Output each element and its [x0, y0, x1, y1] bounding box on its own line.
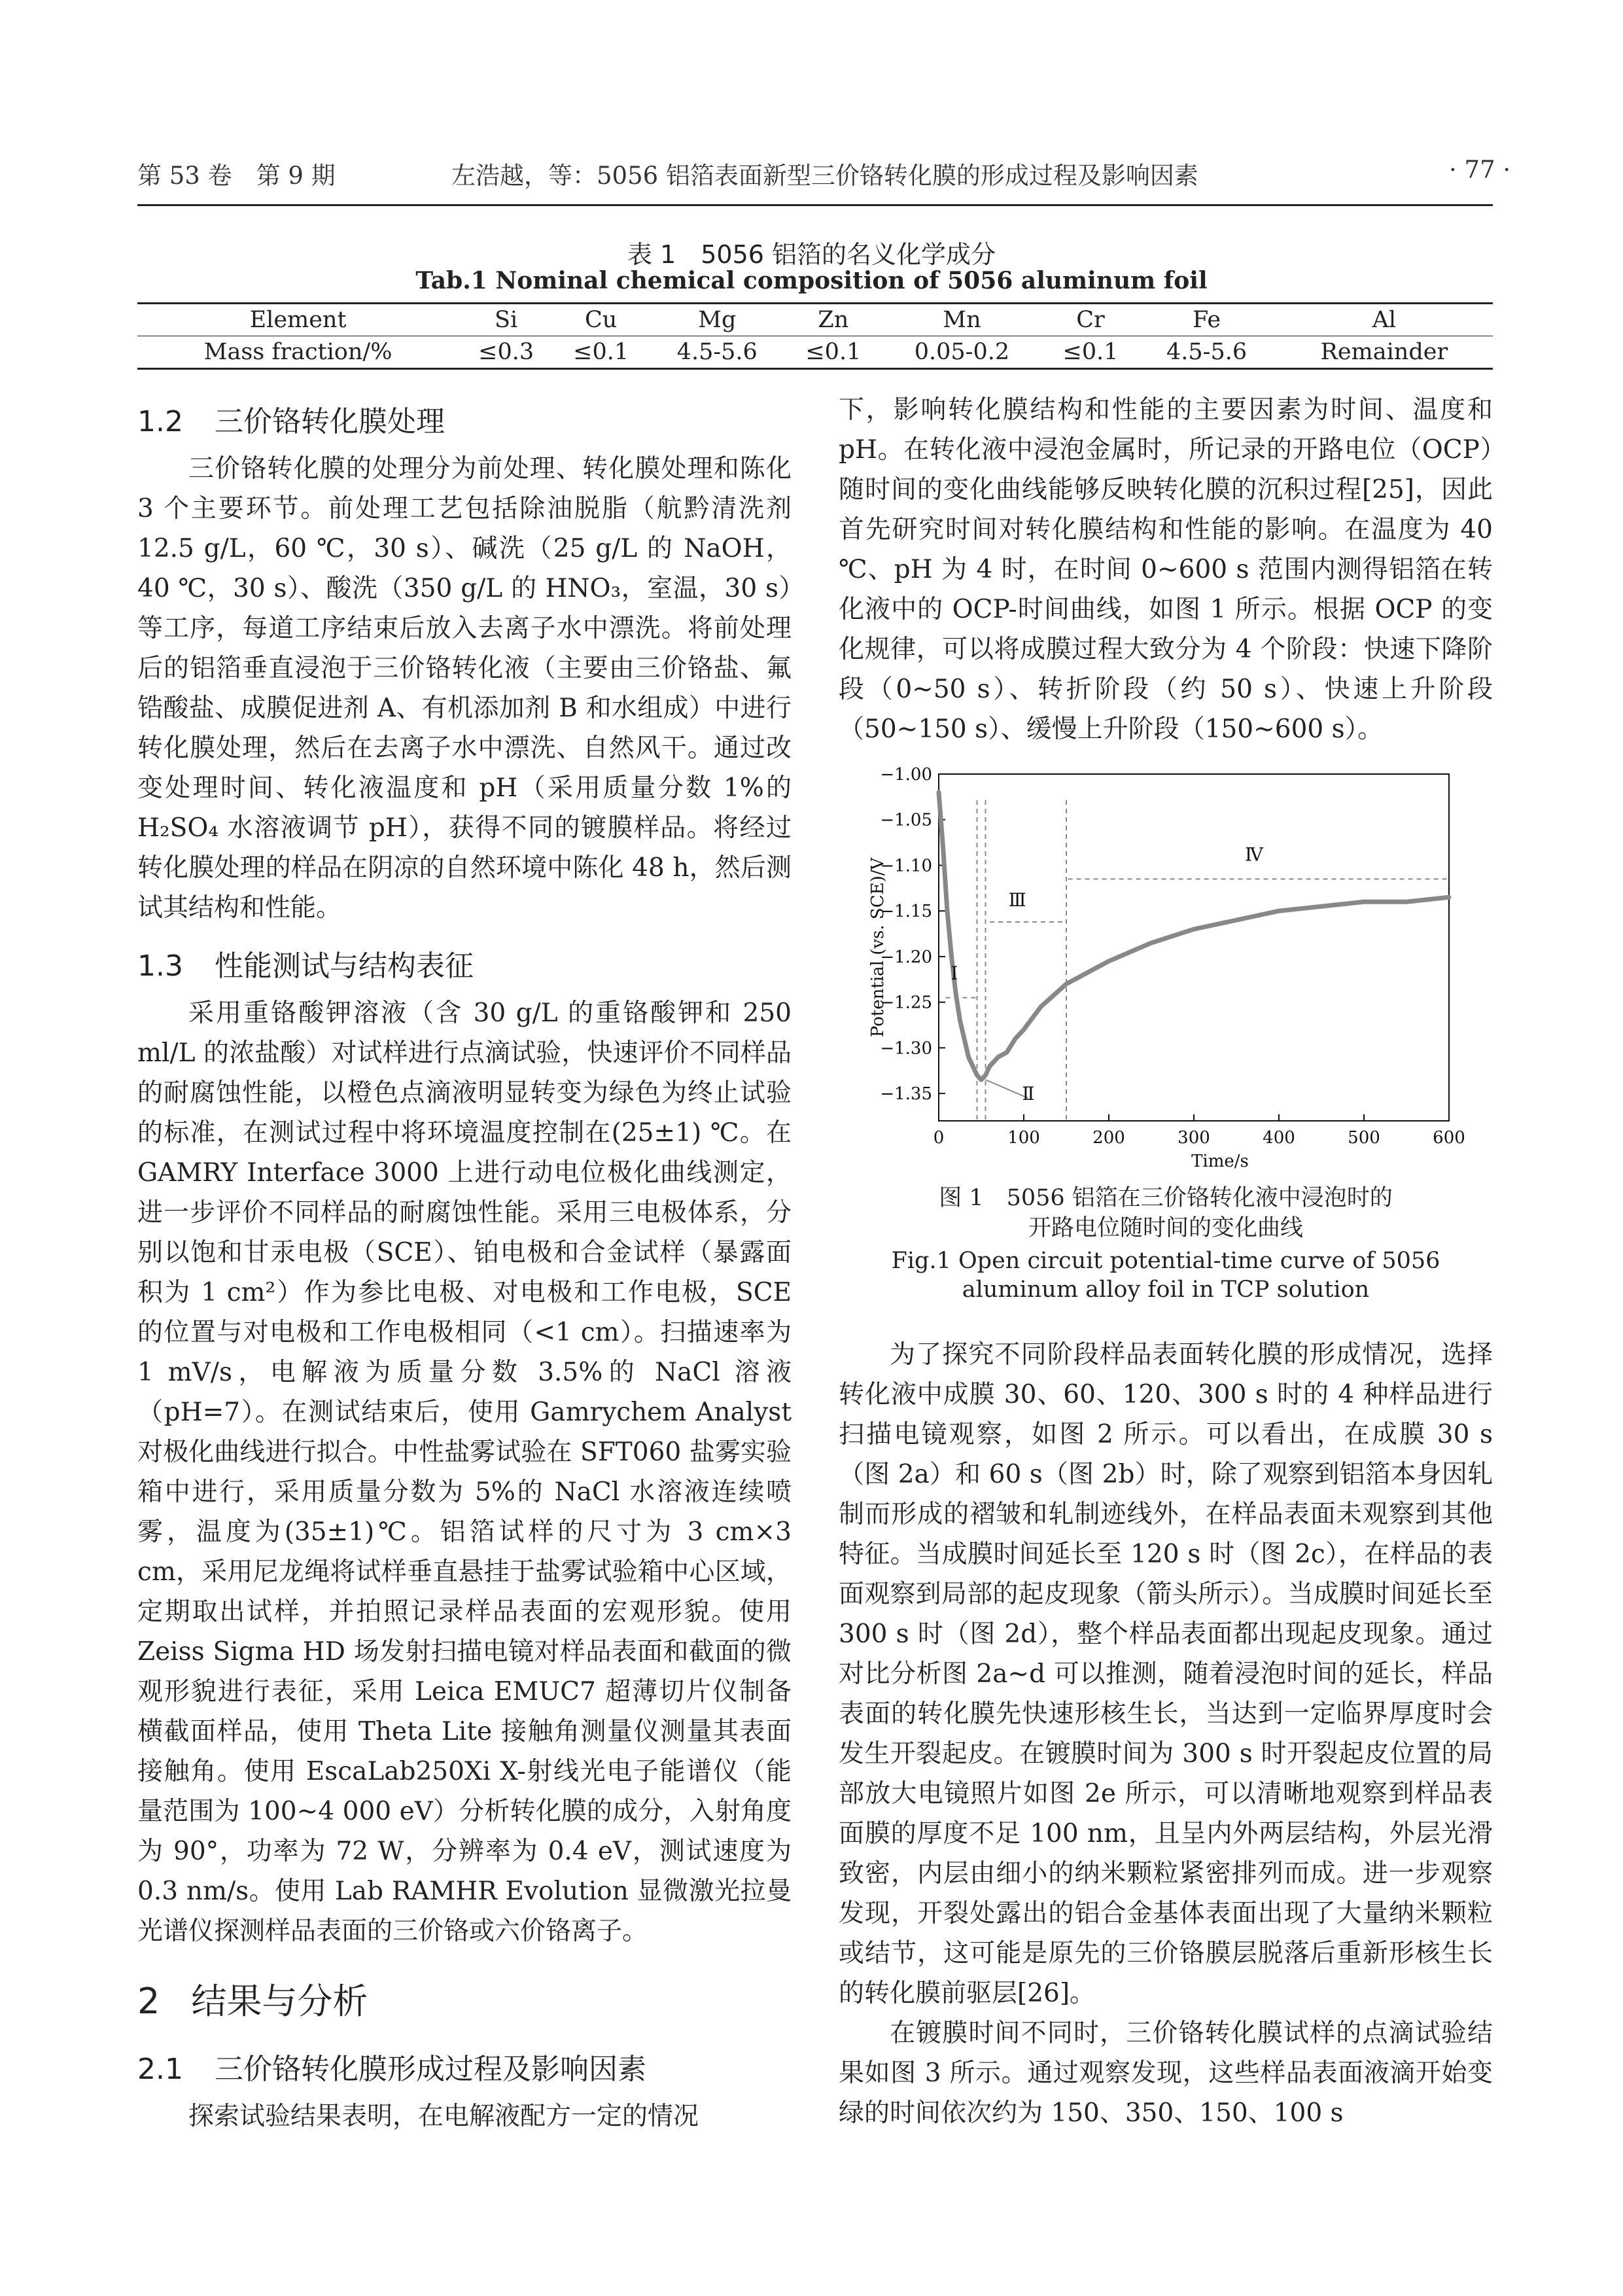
table-header-row: [137, 304, 1493, 336]
x-tick-label: 300: [1178, 1128, 1210, 1148]
section-heading-2-1: [137, 2045, 792, 2096]
journal-issue: 第 53 卷 第 9 期: [137, 162, 336, 190]
y-tick-label: −1.30: [880, 1038, 932, 1059]
paragraph: 下，影响转化膜结构和性能的主要因素为时间、温度和 pH。在转化液中浸泡金属时，所记录的开路电位（OCP）随时间的变化曲线能够反映转化膜的沉积过程[25]，因此首先研究时间对转化膜结构和性能的影响。在温度为 40 ℃、pH 为 4 时，在时间 0~600 s 范围内测得铝箔在转化液中的 OCP-时间曲线，如图 1 所示。根据 OCP 的变化规律，可以将成膜过程大致分为 4 个阶段：快速下降阶段（0~50 s）、转折阶段（约 50 s）、快速上升阶段（50~150 s）、缓慢上升阶段（150~600 s）。: [839, 395, 1493, 744]
table-cell: 0.05-0.2: [881, 336, 1043, 369]
ocp-series-line: [939, 792, 1449, 1080]
table-header-cell: Cr: [1043, 304, 1138, 336]
paragraph: 三价铬转化膜的处理分为前处理、转化膜处理和陈化 3 个主要环节。前处理工艺包括除油脱脂（航黔清洗剂 12.5 g/L，60 ℃，30 s）、碱洗（25 g/L 的 NaOH，40 ℃，30 s）、酸洗（350 g/L 的 HNO₃，室温，30 s）等工序，每道工序结束后放入去离子水中漂洗。将前处理后的铝箔垂直浸泡于三价铬转化液（主要由三价铬盐、氟锆酸盐、成膜促进剂 A、有机添加剂 B 和水组成）中进行转化膜处理，然后在去离子水中漂洗、自然风干。通过改变处理时间、转化液温度和 pH（采用质量分数 1%的 H₂SO₄ 水溶液调节 pH），获得不同的镀膜样品。将经过转化膜处理的样品在阴凉的自然环境中陈化 48 h，然后测试其结构和性能。: [137, 454, 792, 923]
page-number: · 77 ·: [1449, 156, 1511, 184]
table-cell: ≤0.3: [459, 336, 553, 369]
table-cell: Mass fraction/%: [137, 336, 459, 369]
table-cell: ≤0.1: [1043, 336, 1138, 369]
paragraph: 在镀膜时间不同时，三价铬转化膜试样的点滴试验结果如图 3 所示。通过观察发现，这些样品表面液滴开始变绿的时间依次约为 150、350、150、100 s: [839, 2019, 1493, 2128]
x-tick-label: 400: [1263, 1128, 1295, 1148]
figure-caption-en-1: Fig.1 Open circuit potential-time curve of 5056: [891, 1248, 1440, 1274]
y-tick-label: −1.20: [880, 947, 932, 967]
y-tick-label: −1.05: [880, 810, 932, 830]
table-header-cell: Mg: [648, 304, 786, 336]
table-header-cell: Si: [459, 304, 553, 336]
section-heading-2: [137, 1973, 792, 2034]
table-cell: 4.5-5.6: [648, 336, 786, 369]
y-axis-label: Potential (vs. SCE)/V: [868, 857, 888, 1038]
x-tick-label: 600: [1433, 1128, 1465, 1148]
x-tick-label: 200: [1092, 1128, 1125, 1148]
figure-caption-en-2: aluminum alloy foil in TCP solution: [962, 1277, 1370, 1303]
figure-caption-cn-2: 开路电位随时间的变化曲线: [1028, 1215, 1303, 1241]
stage-II-label: Ⅱ: [1022, 1082, 1035, 1104]
table-header-cell: Cu: [553, 304, 648, 336]
paragraph: 采用重铬酸钾溶液（含 30 g/L 的重铬酸钾和 250 ml/L 的浓盐酸）对试样进行点滴试验，快速评价不同样品的耐腐蚀性能，以橙色点滴液明显转变为绿色为终止试验的标准，在测试过程中将环境温度控制在(25±1) ℃。在 GAMRY Interface 3000 上进行动电位极化曲线测定，进一步评价不同样品的耐腐蚀性能。采用三电极体系，分别以饱和甘汞电极（SCE）、铂电极和合金试样（暴露面积为 1 cm²）作为参比电极、对电极和工作电极，SCE 的位置与对电极和工作电极相同（<1 cm）。扫描速率为 1 mV/s，电解液为质量分数 3.5%的 NaCl 溶液（pH=7）。在测试结束后，使用 Gamrychem Analyst 对极化曲线进行拟合。中性盐雾试验在 SFT060 盐雾实验箱中进行，采用质量分数为 5%的 NaCl 水溶液连续喷雾，温度为(35±1)℃。铝箔试样的尺寸为 3 cm×3 cm，采用尼龙绳将试样垂直悬挂于盐雾试验箱中心区域，定期取出试样，并拍照记录样品表面的宏观形貌。使用 Zeiss Sigma HD 场发射扫描电镜对样品表面和截面的微观形貌进行表征，采用 Leica EMUC7 超薄切片仪制备横截面样品，使用 Theta Lite 接触角测量仪测量其表面接触角。使用 EscaLab250Xi X-射线光电子能谱仪（能量范围为 100~4 000 eV）分析转化膜的成分，入射角度为 90°，功率为 72 W，分辨率为 0.4 eV，测试速度为 0.3 nm/s。使用 Lab RAMHR Evolution 显微激光拉曼光谱仪探测样品表面的三价铬或六价铬离子。: [137, 998, 792, 1946]
table-header-cell: Fe: [1138, 304, 1276, 336]
x-tick-label: 500: [1348, 1128, 1380, 1148]
header-rule: [137, 204, 1493, 206]
section-number: 1.3: [137, 949, 183, 983]
table-cell: ≤0.1: [553, 336, 648, 369]
section-title: 结果与分析: [191, 1981, 368, 2022]
table-header-cell: Mn: [881, 304, 1043, 336]
paragraph: 探索试验结果表明，在电解液配方一定的情况: [188, 2102, 699, 2131]
section-number: 1.2: [137, 405, 183, 438]
table-header-cell: Al: [1276, 304, 1493, 336]
stage-I-label: Ⅰ: [951, 962, 958, 984]
table-title-en: Tab.1 Nominal chemical composition of 5056 aluminum foil: [415, 267, 1208, 294]
right-column-bottom: [839, 1335, 1493, 2133]
plot-frame: [939, 774, 1449, 1121]
x-axis-label: Time/s: [1191, 1152, 1249, 1171]
figure-1: [857, 762, 1472, 1174]
table-cell: ≤0.1: [786, 336, 881, 369]
table-title-cn: 表 1 5056 铝箔的名义化学成分: [627, 240, 996, 269]
composition-table: [137, 302, 1493, 370]
table-header-cell: Element: [137, 304, 459, 336]
y-tick-label: −1.15: [880, 902, 932, 922]
y-tick-label: −1.25: [880, 993, 932, 1013]
section-title: 三价铬转化膜处理: [214, 405, 445, 438]
y-tick-label: −1.00: [880, 765, 932, 785]
section-number: 2: [137, 1981, 160, 2022]
y-tick-label: −1.35: [880, 1084, 932, 1104]
section-number: 2.1: [137, 2053, 183, 2086]
ocp-time-chart: [857, 762, 1472, 1174]
table-row: [137, 336, 1493, 369]
table-header-cell: Zn: [786, 304, 881, 336]
section-title: 三价铬转化膜形成过程及影响因素: [214, 2053, 646, 2086]
section-heading-1-3: [137, 942, 792, 993]
right-column-top: [839, 390, 1493, 749]
section-title: 性能测试与结构表征: [214, 949, 474, 983]
stage-IV-label: Ⅳ: [1245, 843, 1263, 866]
paragraph: 为了探究不同阶段样品表面转化膜的形成情况，选择转化液中成膜 30、60、120、300 s 时的 4 种样品进行扫描电镜观察，如图 2 所示。可以看出，在成膜 30 s（图 2a）和 60 s（图 2b）时，除了观察到铝箔本身因轧制而形成的褶皱和轧制迹线外，在样品表面未观察到其他特征。当成膜时间延长至 120 s 时（图 2c），在样品的表面观察到局部的起皮现象（箭头所示）。当成膜时间延长至 300 s 时（图 2d），整个样品表面都出现起皮现象。通过对比分析图 2a~d 可以推测，随着浸泡时间的延长，样品表面的转化膜先快速形核生长，当达到一定临界厚度时会发生开裂起皮。在镀膜时间为 300 s 时开裂起皮位置的局部放大电镜照片如图 2e 所示，可以清晰地观察到样品表面膜的厚度不足 100 nm，且呈内外两层结构，外层光滑致密，内层由细小的纳米颗粒紧密排列而成。进一步观察发现，开裂处露出的铝合金基体表面出现了大量纳米颗粒或结节，这可能是原先的三价铬膜层脱落后重新形核生长的转化膜前驱层[26]。: [839, 1340, 1493, 2008]
x-tick-label: 100: [1007, 1128, 1040, 1148]
x-tick-label: 0: [933, 1128, 945, 1148]
section-heading-1-2: [137, 398, 792, 449]
running-title: 左浩越，等：5056 铝箔表面新型三价铬转化膜的形成过程及影响因素: [451, 162, 1198, 190]
figure-caption-cn-1: 图 1 5056 铝箔在三价铬转化液中浸泡时的: [939, 1185, 1393, 1211]
stage-III-label: Ⅲ: [1008, 889, 1026, 911]
y-tick-label: −1.10: [880, 856, 932, 876]
table-cell: 4.5-5.6: [1138, 336, 1276, 369]
table-cell: Remainder: [1276, 336, 1493, 369]
left-column: [137, 398, 792, 2136]
